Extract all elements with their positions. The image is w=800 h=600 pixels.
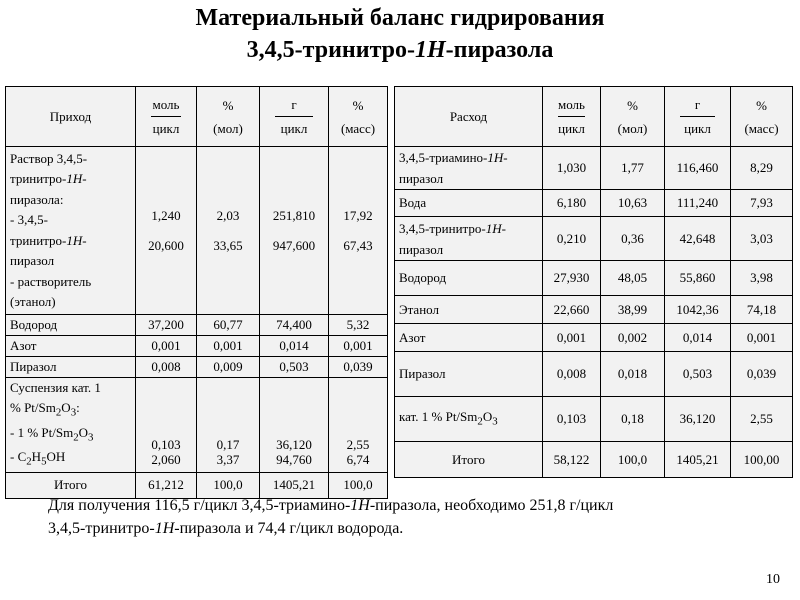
outcome-total-row: Итого 58,122 100,0 1405,21 100,00: [395, 442, 793, 478]
outcome-header-row: [395, 87, 793, 147]
income-suspension-mol: 0,103 2,060: [136, 378, 197, 473]
table-row: 3,4,5-триамино-1H- пиразол 1,030 1,77 116,460 8,29: [395, 147, 793, 190]
income-suspension-row: [6, 378, 388, 473]
table-row: 3,4,5-тринитро-1H- пиразол 0,210 0,36 42,648 3,03: [395, 217, 793, 261]
income-solution-pmass: 17,92 67,43: [329, 147, 388, 315]
income-header-name: Приход: [6, 87, 136, 147]
income-solution-g: 251,810 947,600: [260, 147, 329, 315]
table-row: Азот 0,001 0,001 0,014 0,001: [6, 336, 388, 357]
summary-note: [48, 494, 788, 540]
income-solution-name: Раствор 3,4,5- тринитро-1H- пиразола: - 3,4,5- тринитро-1H- пиразол - растворитель (этанол): [6, 147, 136, 315]
title-line-2: 3,4,5-тринитро-1H-пиразола: [246, 37, 554, 63]
title-line-1: Материальный баланс гидрирования: [195, 5, 605, 31]
income-header-mol: моль цикл: [136, 87, 197, 147]
outcome-header-name: Расход: [395, 87, 543, 147]
income-header-pmass: % (масс): [329, 87, 388, 147]
table-row: Водород 27,930 48,05 55,860 3,98: [395, 261, 793, 296]
outcome-header-pmass: % (масс): [731, 87, 793, 147]
outcome-table: [394, 86, 793, 478]
income-header-g: г цикл: [260, 87, 329, 147]
table-row: Пиразол 0,008 0,009 0,503 0,039: [6, 357, 388, 378]
table-row: кат. 1 % $Pt/Sm_2O_3$ 0,103 0,18 36,120 2,55: [395, 397, 793, 442]
page-number: 10: [766, 572, 780, 587]
outcome-header-mol: моль цикл: [543, 87, 601, 147]
outcome-header-pmol: % (мол): [601, 87, 665, 147]
income-suspension-pmass: 2,55 6,74: [329, 378, 388, 473]
table-row: Азот 0,001 0,002 0,014 0,001: [395, 324, 793, 352]
table-row: Вода 6,180 10,63 111,240 7,93: [395, 190, 793, 217]
outcome-header-g: г цикл: [665, 87, 731, 147]
table-row: Водород 37,200 60,77 74,400 5,32: [6, 315, 388, 336]
income-suspension-pmol: 0,17 3,37: [197, 378, 260, 473]
income-header-pmol: % (мол): [197, 87, 260, 147]
summary-note-line-2: 3,4,5-тринитро-1H-пиразола и 74,4 г/цикл водорода.: [48, 520, 404, 537]
income-total-row: Итого 61,212 100,0 1405,21 100,0: [6, 472, 388, 498]
summary-note-line-1: Для получения 116,5 г/цикл 3,4,5-триамино-1H-пиразола, необходимо 251,8 г/цикл: [48, 497, 614, 514]
income-suspension-name: Суспензия кат. 1 % $Pt/Sm_2O_3$: - 1 % $Pt/Sm_2O_3$ - $C_2H_5OH$: [6, 378, 136, 473]
income-suspension-g: 36,120 94,760: [260, 378, 329, 473]
income-header-row: [6, 87, 388, 147]
income-table: [5, 86, 388, 499]
slide-title: [0, 2, 800, 66]
income-solution-row: [6, 147, 388, 315]
income-solution-mol: 1,240 20,600: [136, 147, 197, 315]
table-row: Пиразол 0,008 0,018 0,503 0,039: [395, 352, 793, 397]
income-solution-pmol: 2,03 33,65: [197, 147, 260, 315]
table-row: Этанол 22,660 38,99 1042,36 74,18: [395, 296, 793, 324]
